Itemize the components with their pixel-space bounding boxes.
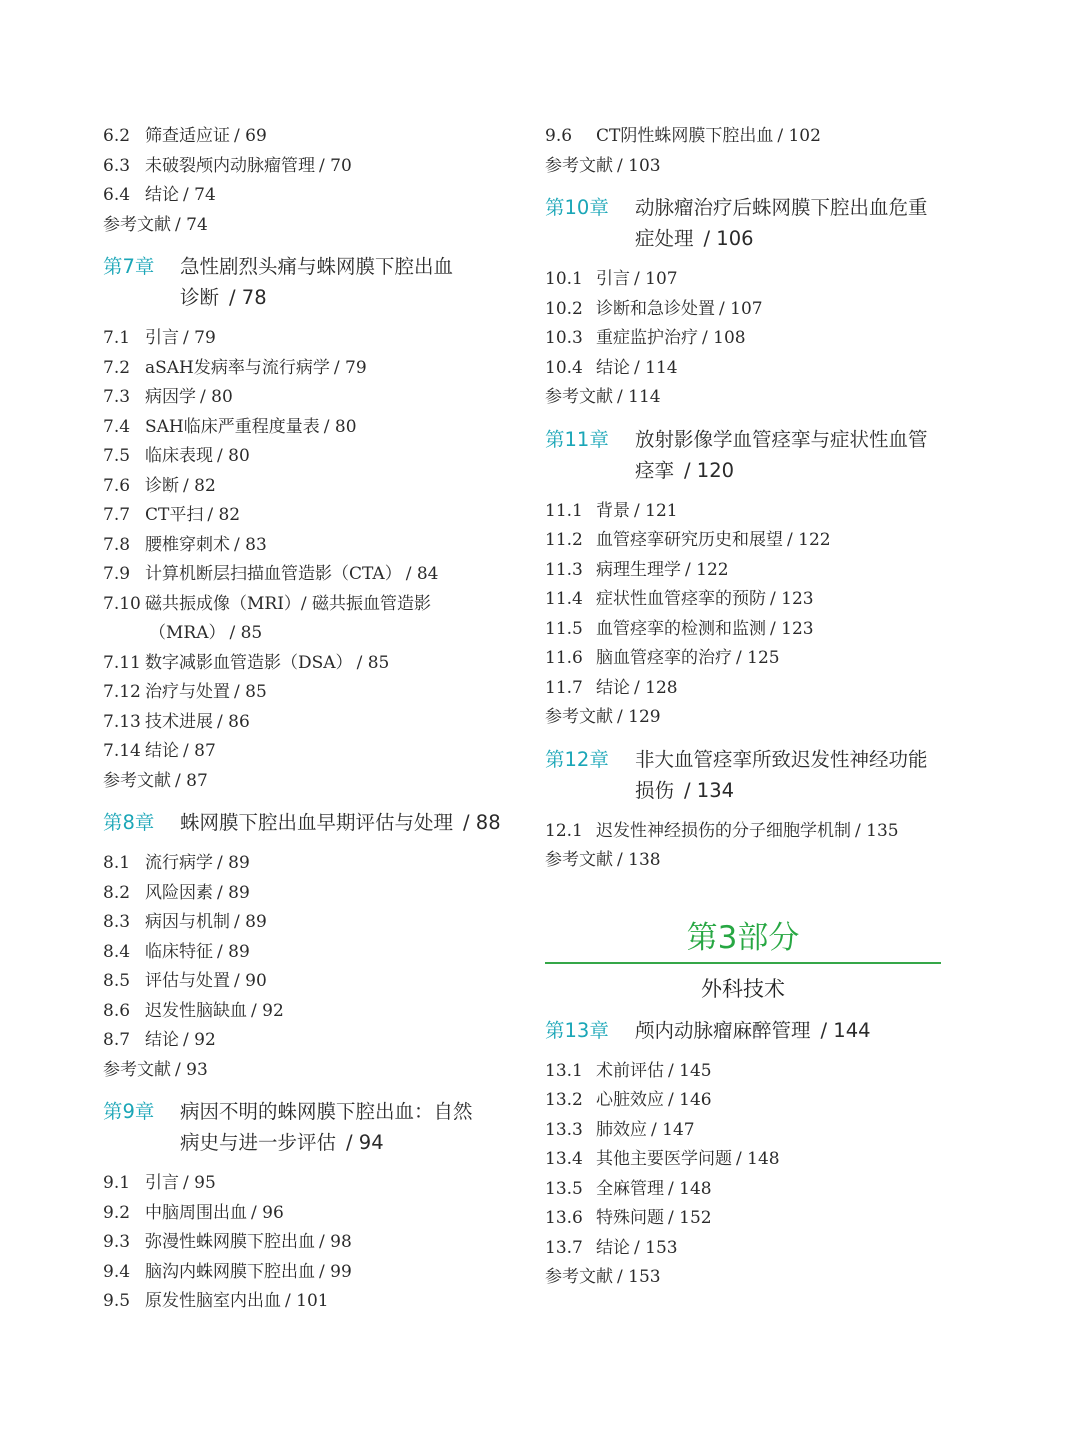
section-title: 全麻管理 <box>596 1178 664 1199</box>
toc-entry-continuation[interactable] <box>103 619 523 649</box>
page-number: / 146 <box>668 1090 712 1110</box>
page-number: / 153 <box>617 1267 661 1287</box>
section-title: 症状性血管痉挛的预防 <box>596 589 766 609</box>
page-number: / 89 <box>217 882 250 903</box>
toc-entry[interactable] <box>545 122 941 152</box>
toc-entry[interactable] <box>103 211 523 241</box>
section-number: 7.9 <box>103 564 131 584</box>
section-number: 8.6 <box>103 1000 131 1021</box>
toc-entry[interactable] <box>545 1057 941 1087</box>
page-number: / 74 <box>175 214 208 235</box>
chapter-title-line <box>103 1127 523 1158</box>
toc-entry[interactable] <box>545 324 941 354</box>
section-number: 7.13 <box>103 711 141 732</box>
toc-entry[interactable] <box>103 1056 523 1086</box>
section-title: 结论 <box>145 1030 179 1050</box>
page-number: / 128 <box>634 677 678 698</box>
page-number: / 102 <box>777 126 821 146</box>
toc-entry[interactable] <box>545 152 941 182</box>
page-number: / 114 <box>634 357 678 378</box>
toc-entry[interactable] <box>545 556 941 586</box>
section-title: 重症监护治疗 <box>596 328 698 348</box>
chapter-title-line <box>103 251 523 282</box>
toc-entry[interactable] <box>103 442 523 472</box>
chapter-heading[interactable] <box>545 192 941 254</box>
page-number: / 85 <box>229 623 263 643</box>
section-number: 7.4 <box>103 416 131 437</box>
page-number: / 80 <box>217 446 250 466</box>
toc-entry[interactable] <box>545 1263 941 1293</box>
section-number: 11.2 <box>545 530 583 550</box>
chapter-title: 痉挛 <box>635 458 675 482</box>
page-number: / 121 <box>634 500 678 521</box>
chapter-heading[interactable] <box>103 1096 523 1158</box>
page-number: / 129 <box>617 707 661 727</box>
section-title: 结论 <box>145 185 179 205</box>
page-number: / 96 <box>251 1202 284 1223</box>
section-title: 诊断和急诊处置 <box>596 298 715 319</box>
page-number: / 98 <box>319 1232 352 1252</box>
chapter-title: 颅内动脉瘤麻醉管理 <box>635 1018 811 1042</box>
page-number: / 90 <box>234 971 267 991</box>
page-number: / 86 <box>217 711 250 732</box>
section-number: 13.7 <box>545 1237 583 1258</box>
toc-entry[interactable] <box>103 1026 523 1056</box>
chapter-heading[interactable] <box>545 424 941 486</box>
page-number: / 138 <box>617 850 661 870</box>
section-title: 其他主要医学问题 <box>596 1149 732 1169</box>
section-number: 13.4 <box>545 1149 583 1169</box>
toc-entry[interactable] <box>545 1234 941 1264</box>
section-title: 血管痉挛研究历史和展望 <box>596 530 783 550</box>
section-number: 8.5 <box>103 971 131 991</box>
section-number: 11.4 <box>545 589 583 609</box>
section-title: 原发性脑室内出血 <box>145 1291 281 1311</box>
section-number: 12.1 <box>545 820 583 841</box>
page-number: / 122 <box>685 559 729 580</box>
toc-entry[interactable] <box>545 846 941 876</box>
chapter-title-line <box>545 192 941 223</box>
page-number: / 85 <box>234 682 267 702</box>
section-title: 脑沟内蛛网膜下腔出血 <box>145 1261 315 1282</box>
toc-entry[interactable] <box>103 879 523 909</box>
chapter-page-number: / 134 <box>684 778 735 802</box>
toc-entry[interactable] <box>103 1258 523 1288</box>
toc-entry[interactable] <box>545 644 941 674</box>
chapter-page-number: / 78 <box>229 286 267 309</box>
section-title: 病因学 <box>145 387 196 407</box>
section-number: 参考文献 <box>545 707 613 727</box>
section-title: 磁共振成像（MRI）/ 磁共振血管造影 <box>145 593 432 614</box>
section-title: 计算机断层扫描血管造影（CTA） <box>145 564 402 584</box>
section-title: 引言 <box>145 328 179 348</box>
page-number: / 107 <box>719 298 763 319</box>
chapter-title-line <box>545 775 941 806</box>
chapter-title: 放射影像学血管痉挛与症状性血管 <box>635 427 928 451</box>
part-heading <box>545 918 941 1004</box>
section-number: 参考文献 <box>545 850 613 870</box>
toc-entry[interactable] <box>103 383 523 413</box>
section-number: 13.6 <box>545 1208 583 1228</box>
toc-entry[interactable] <box>103 967 523 997</box>
toc-entry[interactable] <box>103 737 523 767</box>
section-title: 迟发性脑缺血 <box>145 1000 247 1021</box>
section-number: 参考文献 <box>545 155 613 176</box>
section-number: 13.2 <box>545 1090 583 1110</box>
chapter-title-line <box>103 1096 523 1127</box>
section-number: 7.3 <box>103 387 131 407</box>
toc-entry[interactable] <box>103 413 523 443</box>
page-number: / 89 <box>234 912 267 932</box>
page-number: / 83 <box>234 534 267 555</box>
toc-entry[interactable] <box>545 1086 941 1116</box>
section-number: 9.1 <box>103 1173 131 1193</box>
section-number: 7.5 <box>103 446 131 466</box>
section-title: CT平扫 <box>145 505 204 525</box>
section-title: 未破裂颅内动脉瘤管理 <box>145 155 315 176</box>
section-title: （MRA） <box>149 623 226 643</box>
section-number: 7.10 <box>103 593 141 614</box>
chapter-heading[interactable] <box>103 251 523 313</box>
section-number: 7.14 <box>103 741 141 761</box>
chapter-page-number: / 94 <box>346 1131 384 1154</box>
chapter-title: 非大血管痉挛所致迟发性神经功能 <box>635 747 928 771</box>
toc-entry[interactable] <box>103 908 523 938</box>
chapter-page-number: / 106 <box>703 227 754 250</box>
section-number: 10.1 <box>545 269 583 289</box>
page-number: / 107 <box>634 269 678 289</box>
page-number: / 74 <box>183 185 216 205</box>
chapter-page-number: / 144 <box>820 1018 871 1042</box>
section-title: 评估与处置 <box>145 971 230 991</box>
section-number: 10.3 <box>545 328 583 348</box>
section-number: 11.6 <box>545 648 583 668</box>
section-title: SAH临床严重程度量表 <box>145 416 320 437</box>
section-number: 9.3 <box>103 1232 131 1252</box>
page-number: / 103 <box>617 155 661 176</box>
section-title: 结论 <box>596 357 630 378</box>
section-title: 血管痉挛的检测和监测 <box>596 618 766 639</box>
chapter-label: 第12章 <box>545 747 609 771</box>
chapter-heading[interactable] <box>103 807 523 838</box>
toc-entry[interactable] <box>103 181 523 211</box>
toc-entry[interactable] <box>545 817 941 847</box>
chapter-heading[interactable] <box>545 1015 941 1046</box>
section-number: 参考文献 <box>545 1267 613 1287</box>
section-title: aSAH发病率与流行病学 <box>145 357 330 378</box>
chapter-title-line <box>545 744 941 775</box>
section-title: 迟发性神经损伤的分子细胞学机制 <box>596 820 851 841</box>
toc-entry[interactable] <box>545 703 941 733</box>
section-title: 病理生理学 <box>596 559 681 580</box>
section-number: 7.8 <box>103 534 131 555</box>
section-number: 9.4 <box>103 1261 131 1282</box>
toc-entry[interactable] <box>103 1169 523 1199</box>
chapter-title: 动脉瘤治疗后蛛网膜下腔出血危重 <box>635 196 928 219</box>
section-title: 特殊问题 <box>596 1208 664 1228</box>
section-number: 11.5 <box>545 618 583 639</box>
page-number: / 152 <box>668 1208 712 1228</box>
page-number: / 99 <box>319 1261 352 1282</box>
section-number: 6.2 <box>103 126 131 146</box>
toc-entry[interactable] <box>103 997 523 1027</box>
section-title: 引言 <box>145 1173 179 1193</box>
chapter-label: 第8章 <box>103 811 155 834</box>
section-title: 病因与机制 <box>145 912 230 932</box>
section-title: 结论 <box>596 1237 630 1258</box>
toc-entry[interactable] <box>103 152 523 182</box>
section-title: 风险因素 <box>145 882 213 903</box>
section-number: 9.2 <box>103 1202 131 1223</box>
toc-entry[interactable] <box>103 1199 523 1229</box>
section-number: 7.11 <box>103 652 141 673</box>
page-number: / 147 <box>651 1119 695 1140</box>
toc-right-column <box>545 122 941 1293</box>
section-number: 10.4 <box>545 357 583 378</box>
page-number: / 145 <box>668 1060 712 1081</box>
part-subtitle: 外科技术 <box>701 976 785 1001</box>
page-number: / 125 <box>736 648 780 668</box>
chapter-title: 病史与进一步评估 <box>180 1131 337 1154</box>
section-title: 临床特征 <box>145 941 213 962</box>
chapter-label: 第10章 <box>545 196 609 219</box>
toc-entry[interactable] <box>103 472 523 502</box>
page-number: / 89 <box>217 941 250 962</box>
section-title: 脑血管痉挛的治疗 <box>596 648 732 668</box>
toc-left-column <box>103 122 523 1317</box>
section-title: 弥漫性蛛网膜下腔出血 <box>145 1232 315 1252</box>
section-title: CT阴性蛛网膜下腔出血 <box>596 126 774 146</box>
section-title: 诊断 <box>145 475 179 496</box>
toc-entry[interactable] <box>103 708 523 738</box>
page-number: / 92 <box>183 1030 216 1050</box>
chapter-title: 急性剧烈头痛与蛛网膜下腔出血 <box>180 255 454 278</box>
toc-entry[interactable] <box>103 590 523 620</box>
toc-entry[interactable] <box>103 1287 523 1317</box>
section-number: 10.2 <box>545 298 583 319</box>
chapter-title-line <box>545 1015 941 1046</box>
chapter-title-line <box>103 282 523 313</box>
page-number: / 79 <box>333 357 367 378</box>
part-title: 第3部分 <box>686 919 800 956</box>
section-title: 心脏效应 <box>596 1090 664 1110</box>
toc-entry[interactable] <box>103 938 523 968</box>
page-number: / 123 <box>770 589 814 609</box>
chapter-title-line <box>545 424 941 455</box>
section-number: 7.2 <box>103 357 131 378</box>
page-number: / 79 <box>183 328 216 348</box>
section-number: 7.12 <box>103 682 141 702</box>
page-number: / 87 <box>175 770 208 791</box>
page-number: / 69 <box>234 126 267 146</box>
section-number: 6.4 <box>103 185 131 205</box>
section-title: 数字减影血管造影（DSA） <box>145 652 353 673</box>
section-title: 流行病学 <box>145 853 213 873</box>
toc-entry[interactable] <box>545 526 941 556</box>
section-title: 筛查适应证 <box>145 126 230 146</box>
page-number: / 114 <box>617 387 661 407</box>
toc-entry[interactable] <box>103 678 523 708</box>
section-title: 背景 <box>596 500 630 521</box>
toc-entry[interactable] <box>545 497 941 527</box>
section-number: 13.5 <box>545 1178 583 1199</box>
section-number: 13.1 <box>545 1060 583 1081</box>
page-number: / 80 <box>323 416 357 437</box>
chapter-title-line <box>545 455 941 486</box>
section-number: 8.4 <box>103 941 131 962</box>
section-number: 参考文献 <box>103 770 171 791</box>
page-number: / 82 <box>183 475 216 496</box>
section-title: 结论 <box>145 741 179 761</box>
section-number: 9.5 <box>103 1291 131 1311</box>
toc-entry[interactable] <box>103 849 523 879</box>
chapter-page-number: / 88 <box>463 811 501 834</box>
toc-entry[interactable] <box>545 1145 941 1175</box>
chapter-title: 症处理 <box>635 227 694 250</box>
section-title: 临床表现 <box>145 446 213 466</box>
toc-entry[interactable] <box>545 615 941 645</box>
chapter-heading[interactable] <box>545 744 941 806</box>
toc-entry[interactable] <box>545 1204 941 1234</box>
section-number: 7.6 <box>103 475 131 496</box>
page-number: / 123 <box>770 618 814 639</box>
page-number: / 92 <box>251 1000 284 1021</box>
section-number: 8.7 <box>103 1030 131 1050</box>
section-title: 治疗与处置 <box>145 682 230 702</box>
toc-entry[interactable] <box>103 1228 523 1258</box>
chapter-label: 第9章 <box>103 1100 155 1123</box>
page-number: / 89 <box>217 853 250 873</box>
page-number: / 87 <box>183 741 216 761</box>
section-number: 8.2 <box>103 882 131 903</box>
page-number: / 80 <box>200 387 233 407</box>
chapter-title: 损伤 <box>635 778 675 802</box>
toc-entry[interactable] <box>545 1175 941 1205</box>
section-number: 11.7 <box>545 677 583 698</box>
chapter-title-line <box>545 223 941 254</box>
page-number: / 153 <box>634 1237 678 1258</box>
section-number: 7.7 <box>103 505 131 525</box>
page-number: / 85 <box>356 652 390 673</box>
section-number: 9.6 <box>545 126 573 146</box>
section-number: 参考文献 <box>545 387 613 407</box>
toc-entry[interactable] <box>103 531 523 561</box>
chapter-title: 病因不明的蛛网膜下腔出血：自然 <box>180 1100 473 1123</box>
section-number: 8.1 <box>103 853 131 873</box>
section-title: 肺效应 <box>596 1119 647 1140</box>
chapter-title-line <box>103 807 523 838</box>
section-title: 中脑周围出血 <box>145 1202 247 1223</box>
chapter-title: 蛛网膜下腔出血早期评估与处理 <box>180 811 454 834</box>
toc-entry[interactable] <box>545 295 941 325</box>
section-number: 11.3 <box>545 559 583 580</box>
toc-entry[interactable] <box>103 649 523 679</box>
toc-entry[interactable] <box>103 354 523 384</box>
chapter-label: 第11章 <box>545 427 609 451</box>
section-number: 13.3 <box>545 1119 583 1140</box>
toc-entry[interactable] <box>103 767 523 797</box>
chapter-label: 第7章 <box>103 255 155 278</box>
section-number: 参考文献 <box>103 214 171 235</box>
page-number: / 101 <box>285 1291 329 1311</box>
page-number: / 148 <box>668 1178 712 1199</box>
part-divider <box>545 962 941 964</box>
section-title: 结论 <box>596 677 630 698</box>
toc-entry[interactable] <box>545 674 941 704</box>
toc-entry[interactable] <box>545 383 941 413</box>
page-number: / 93 <box>175 1059 208 1080</box>
page-number: / 108 <box>702 328 746 348</box>
toc-entry[interactable] <box>103 122 523 152</box>
toc-entry[interactable] <box>545 585 941 615</box>
toc-entry[interactable] <box>545 354 941 384</box>
toc-entry[interactable] <box>103 324 523 354</box>
page-number: / 70 <box>319 155 352 176</box>
chapter-label: 第13章 <box>545 1018 609 1042</box>
section-number: 8.3 <box>103 912 131 932</box>
section-number: 11.1 <box>545 500 583 521</box>
page-number: / 148 <box>736 1149 780 1169</box>
section-title: 引言 <box>596 269 630 289</box>
toc-entry[interactable] <box>545 265 941 295</box>
toc-entry[interactable] <box>545 1116 941 1146</box>
page-number: / 82 <box>207 505 241 525</box>
section-title: 术前评估 <box>596 1060 664 1081</box>
page-number: / 135 <box>855 820 899 841</box>
chapter-page-number: / 120 <box>684 458 735 482</box>
toc-entry[interactable] <box>103 501 523 531</box>
page-number: / 122 <box>787 530 831 550</box>
section-number: 7.1 <box>103 328 131 348</box>
page-number: / 84 <box>405 564 439 584</box>
chapter-title: 诊断 <box>180 286 220 309</box>
section-number: 6.3 <box>103 155 131 176</box>
section-number: 参考文献 <box>103 1059 171 1080</box>
page-number: / 95 <box>183 1173 216 1193</box>
section-title: 技术进展 <box>145 711 213 732</box>
toc-entry[interactable] <box>103 560 523 590</box>
section-title: 腰椎穿刺术 <box>145 534 230 555</box>
